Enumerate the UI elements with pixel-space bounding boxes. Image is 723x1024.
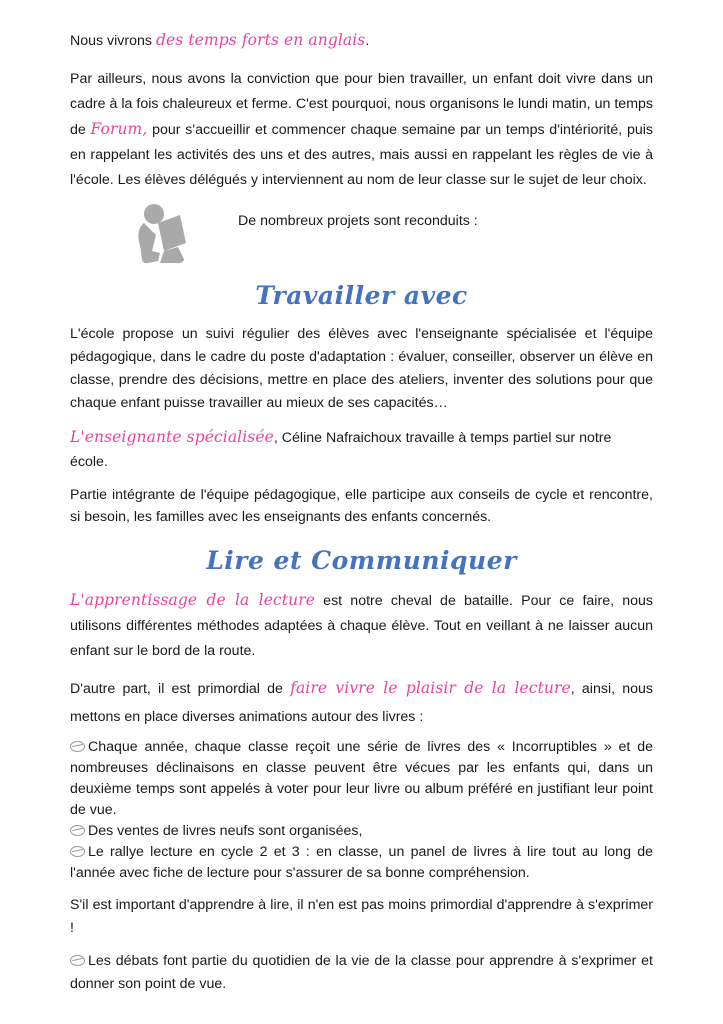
projects-row: [70, 199, 653, 265]
forum-text-end: pour s'accueillir et commencer chaque semaine par un temps d'intériorité, puis en rappelant les activités des uns et des autres, mais aussi en rappelant les règles de vie à l'école. Les élèves délégués y interviennent au nom de leur classe sur le sujet de leur choix.: [70, 122, 653, 188]
list-item: [70, 821, 653, 842]
temps-forts-period: .: [365, 33, 370, 49]
list-item-text: Chaque année, chaque classe reçoit une série de livres des « Incorruptibles » et de nombreuses déclinaisons en classe peuvent être vécues par les enfants qui, dans un deuxième temps sont appelés à voter pour leur livre ou album préféré en justifiant leur point de vue.: [70, 739, 653, 818]
list-item-text: Le rallye lecture en cycle 2 et 3 : en classe, un panel de livres à lire tout au long de l'année avec fiche de lecture pour s'assurer de sa bonne compréhension.: [70, 844, 653, 881]
leaf-bullet-icon: [70, 741, 85, 752]
leaf-bullet-icon: [70, 825, 85, 836]
temps-forts-paragraph: [70, 28, 653, 53]
enseignante-highlight: L'enseignante spécialisée: [70, 428, 274, 446]
lecture-text: est notre cheval de bataille. Pour ce faire, nous utilisons différentes méthodes adaptées à chaque élève. Tout en veillant à ne laisser aucun enfant sur le bord de la route.: [70, 593, 653, 659]
section-title-travailler: Travailler avec: [255, 281, 468, 310]
lecture-highlight: L'apprentissage de la lecture: [70, 591, 315, 609]
enseignante-text: , Céline Nafraichoux travaille à temps partiel sur notre école.: [70, 430, 612, 470]
debats-paragraph: [70, 950, 653, 996]
forum-paragraph: [70, 67, 653, 193]
suivi-paragraph: L'école propose un suivi régulier des élèves avec l'enseignante spécialisée et l'équipe pédagogique, dans le cadre du poste d'adaptation : évaluer, conseiller, observer un élève en classe, prendre des décisions, mettre en place des ateliers, inventer des solutions pour que chaque enfant puisse travailler au mieux de ses capacités…: [70, 326, 653, 411]
projects-text: De nombreux projets sont reconduits :: [238, 213, 478, 229]
list-item: [70, 737, 653, 821]
plaisir-text-start: D'autre part, il est primordial de: [70, 681, 291, 697]
leaf-bullet-icon: [70, 955, 85, 966]
enseignante-paragraph: [70, 425, 653, 474]
exprimer-paragraph: S'il est important d'apprendre à lire, il n'en est pas moins primordial d'apprendre à s'exprimer !: [70, 897, 653, 936]
forum-text-start: Par ailleurs, nous avons la conviction que pour bien travailler, un enfant doit vivre dans un cadre à la fois chaleureux et ferme. C'est pourquoi, nous organisons le lundi matin, un temps de: [70, 71, 653, 138]
section-title-lire: Lire et Communiquer: [206, 546, 517, 575]
animations-list: [70, 737, 653, 884]
equipe-paragraph: Partie intégrante de l'équipe pédagogique, elle participe aux conseils de cycle et rencontre, si besoin, les familles avec les enseignants des enfants concernés.: [70, 487, 653, 525]
list-item-text: Des ventes de livres neufs sont organisées,: [88, 823, 363, 839]
plaisir-highlight: faire vivre le plaisir de la lecture: [290, 679, 571, 697]
leaf-bullet-icon: [70, 846, 85, 857]
temps-forts-highlight: des temps forts en anglais: [155, 31, 366, 49]
list-item: [70, 842, 653, 884]
plaisir-text-end: , ainsi, nous mettons en place diverses animations autour des livres :: [70, 681, 653, 725]
debats-text: Les débats font partie du quotidien de la vie de la classe pour apprendre à s'exprimer et donner son point de vue.: [70, 953, 653, 992]
plaisir-paragraph: [70, 674, 653, 731]
temps-forts-text: Nous vivrons: [70, 33, 156, 49]
child-reading-book-icon: [134, 201, 192, 265]
forum-highlight: Forum,: [90, 120, 148, 138]
lecture-paragraph: [70, 588, 653, 664]
